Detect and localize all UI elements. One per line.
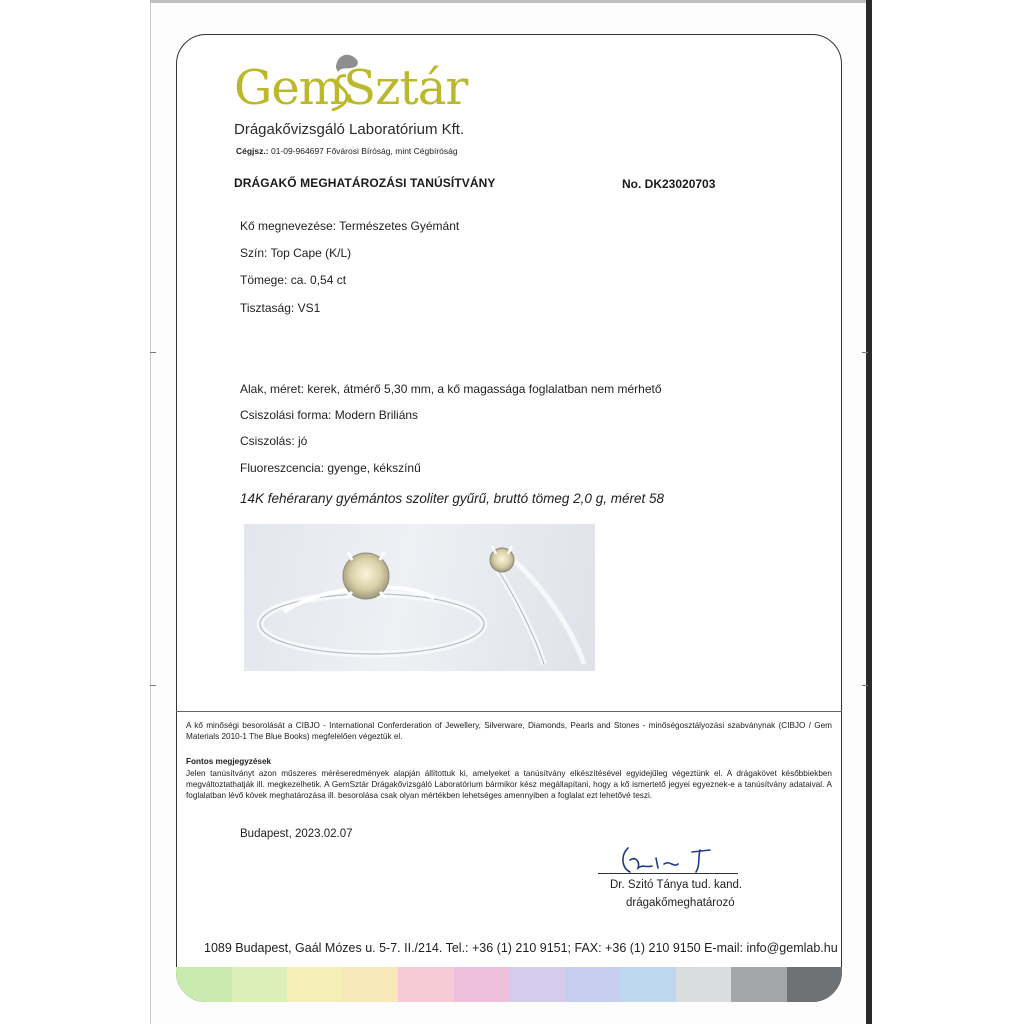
color-swatch <box>232 967 288 1002</box>
stone-cut-quality: Csiszolás: jó <box>240 434 308 448</box>
stone-cut-form: Csiszolási forma: Modern Briliáns <box>240 408 419 422</box>
margin-tick <box>862 685 868 686</box>
stone-shape-size: Alak, méret: kerek, átmérő 5,30 mm, a kő magassága foglalatban nem mérhető <box>240 382 662 396</box>
color-swatch <box>620 967 676 1002</box>
stone-fluorescence: Fluoreszcencia: gyenge, kékszínű <box>240 461 421 475</box>
signer-name: Dr. Szitó Tánya tud. kand. <box>610 879 743 891</box>
color-swatch <box>509 967 565 1002</box>
ring-description: 14K fehérarany gyémántos szoliter gyűrű, bruttó tömeg 2,0 g, méret 58 <box>240 491 664 506</box>
company-logo <box>234 50 468 120</box>
notes-text: Jelen tanúsítványt azon műszeres méréseredmények alapján állítottuk ki, amelyeket a tanúsítvány elkészítésével egyidejűleg végeztünk el. A drágakövet későbbiekben megváltoztathatják ill. megkezelhetik. A GemSztár Drágakővizsgáló Laboratórium bármikor kész megállapítani, hogy a kő ismertető jegyei egyeznek-e a tanúsítvány adataival. A foglalatban lévő kövek meghatározása ill. besorolása csak olyan mértékben lehetséges amennyiben a foglalat ezt lehetővé teszi. <box>186 769 832 800</box>
margin-tick <box>150 685 156 686</box>
notes-title: Fontos megjegyzések <box>186 757 272 766</box>
certificate-number: No. DK23020703 <box>622 177 716 191</box>
margin-tick <box>862 352 868 353</box>
cibjo-statement: A kő minőségi besorolását a CIBJO - International Conferderation of Jewellery, Silverware, Diamonds, Pearls and Stones - minőségosztályozási szabványnak (CIBJO / Gem Materials 2010-1 The Blue Books) megfelelően végeztük el. <box>186 721 832 741</box>
stone-clarity: Tisztaság: VS1 <box>240 301 321 315</box>
registry-value: 01-09-964697 Fővárosi Bíróság, mint Cégbíróság <box>270 146 458 156</box>
signer-title: drágakőmeghatározó <box>626 897 735 909</box>
color-swatch <box>398 967 454 1002</box>
logo-wordmark: GemSztár <box>234 60 468 116</box>
stone-name: Kő megnevezése: Természetes Gyémánt <box>240 219 460 233</box>
scan-edge-top <box>150 0 868 3</box>
stone-color: Szín: Top Cape (K/L) <box>240 246 352 260</box>
ring-photo-icon <box>244 524 595 671</box>
company-name: Drágakővizsgáló Laboratórium Kft. <box>234 121 465 138</box>
color-calibration-strip <box>176 967 842 1002</box>
signature-line <box>598 873 738 874</box>
registry-label: Cégjsz.: <box>236 146 269 156</box>
footer-address: 1089 Budapest, Gaál Mózes u. 5-7. II./214. Tel.: +36 (1) 210 9151; FAX: +36 (1) 210 9150 E-mail: info@gemlab.hu <box>204 941 838 955</box>
color-swatch <box>343 967 399 1002</box>
ring-photo <box>244 524 595 671</box>
handwritten-signature <box>600 838 740 878</box>
color-swatch <box>454 967 510 1002</box>
margin-tick <box>150 352 156 353</box>
color-swatch <box>565 967 621 1002</box>
place-date: Budapest, 2023.02.07 <box>240 828 353 840</box>
section-divider <box>176 711 842 712</box>
stone-weight: Tömege: ca. 0,54 ct <box>240 273 347 287</box>
certificate-title: DRÁGAKŐ MEGHATÁROZÁSI TANÚSÍTVÁNY <box>234 176 496 190</box>
color-swatch <box>287 967 343 1002</box>
color-swatch <box>676 967 732 1002</box>
company-registry <box>236 146 458 156</box>
color-swatch <box>731 967 787 1002</box>
scan-edge-right <box>866 0 872 1024</box>
